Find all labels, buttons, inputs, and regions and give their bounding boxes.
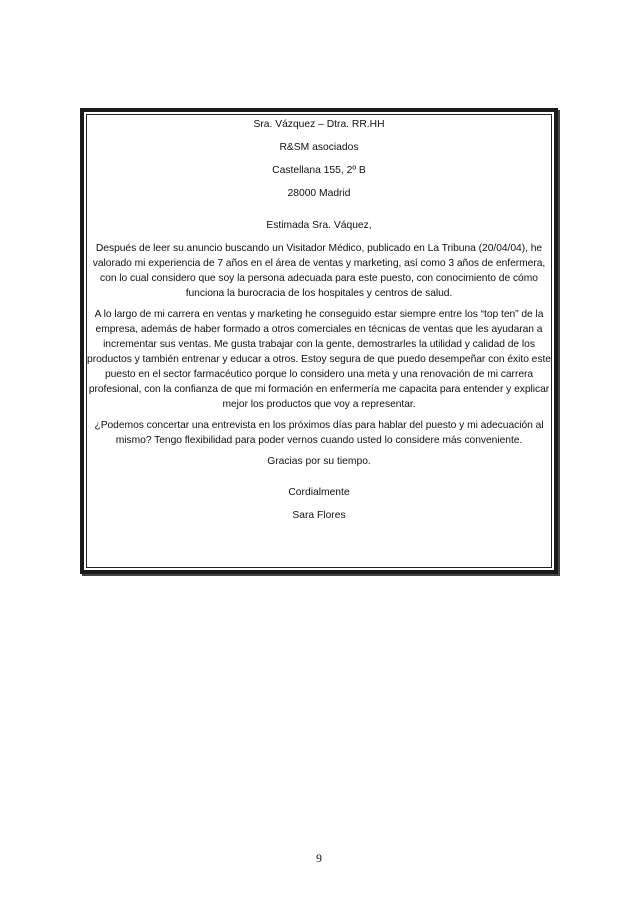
recipient-name: Sra. Vázquez – Dtra. RR.HH	[253, 119, 385, 130]
paragraph-experience: A lo largo de mi carrera en ventas y marketing he conseguido estar siempre entre los “top ten” de la empresa, además de haber formado a otros comerciales en técnicas de ventas que les ayudaran a incrementar sus ventas. Me gusta trabajar con la gente, demostrarles la utilidad y calidad de los productos y también entrenar y educar a otros. Estoy segura de que puedo desempeñar con éxito este puesto en el sector farmacéutico porque lo considero una meta y una renovación de mi carrera profesional, con la confianza de que mi formación en enfermería me capacita para entender y explicar mejor los productos que voy a representar.	[87, 309, 551, 410]
paragraph-intro: Después de leer su anuncio buscando un Visitador Médico, publicado en La Tribuna (20/04/04), he valorado mi experiencia de 7 años en el área de ventas y marketing, así como 3 años de enfermera, con lo cual considero que soy la persona adecuada para este puesto, con conocimiento de cómo funciona la burocracia de los hospitales y centros de salud.	[92, 243, 546, 299]
paragraph-interview: ¿Podemos concertar una entrevista en los próximos días para hablar del puesto y mi adecuación al mismo? Tengo flexibilidad para poder vernos cuando usted lo considere más conveniente.	[94, 420, 544, 446]
letter-content	[86, 117, 552, 531]
city-address: 28000 Madrid	[287, 188, 351, 199]
page-number: 9	[316, 851, 322, 865]
closing-line: Cordialmente	[288, 487, 350, 498]
salutation: Estimada Sra. Váquez,	[266, 220, 372, 231]
company-name: R&SM asociados	[279, 142, 359, 153]
street-address: Castellana 155, 2º B	[272, 165, 366, 176]
thanks-line: Gracias por su tiempo.	[267, 456, 371, 467]
signature-name: Sara Flores	[292, 510, 346, 521]
